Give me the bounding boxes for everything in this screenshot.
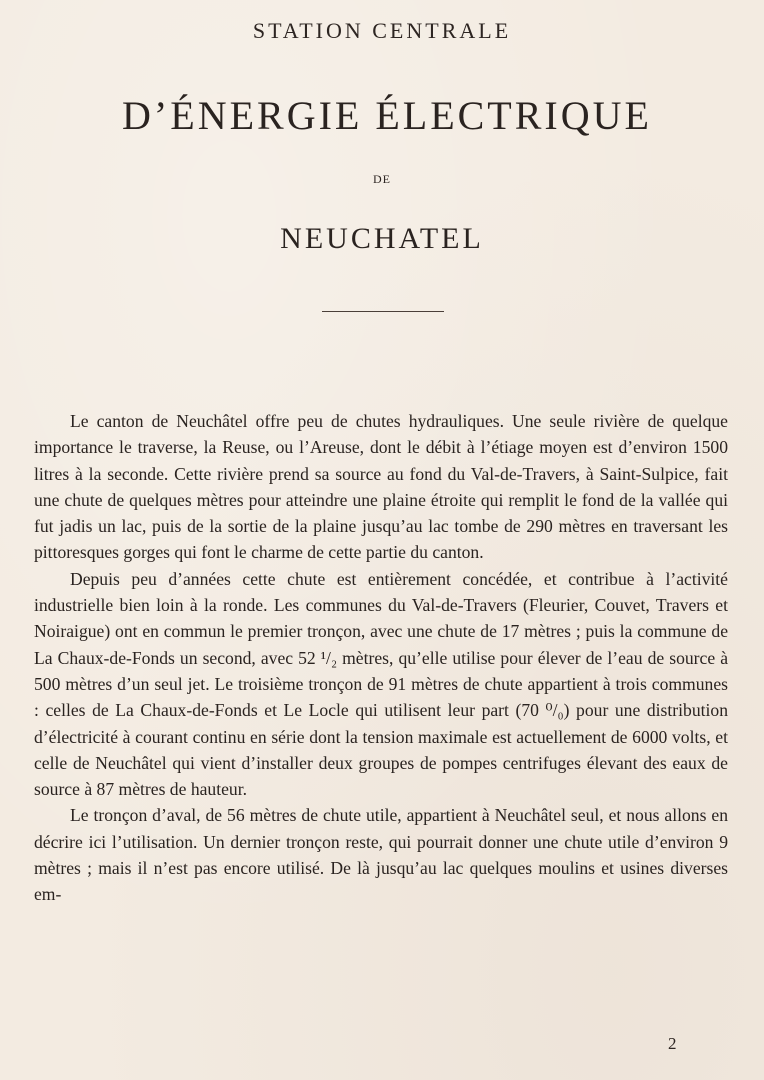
title-line-de: DE <box>373 172 391 186</box>
title-line-neuchatel: NEUCHATEL <box>280 222 484 255</box>
paragraph-2: Depuis peu d’années cette chute est entièrement concédée, et contribue à l’activité industrielle bien loin à la ronde. Les communes du Val-de-Travers (Fleurier, Couvet, Travers et Noiraigue) ont en commun le premier tronçon, avec une chute de 17 mètres ; puis la commune de La Chaux-de-Fonds un second, avec 52 ¹/₂ mètres, qu’elle utilise pour élever de l’eau de source à 500 mètres d’un seul jet. Le troisième tronçon de 91 mètres de chute appartient à trois communes : celles de La Chaux-de-Fonds et Le Locle qui utilisent leur part (70 ⁰/₀) pour une distribution d’électricité à courant continu en série dont la tension maximale est actuellement de 6000 volts, et celle de Neuchâtel qui vient d’installer deux groupes de pompes centrifuges élevant des eaux de source à 87 mètres de hauteur. <box>34 568 728 800</box>
paragraph-1: Le canton de Neuchâtel offre peu de chutes hydrauliques. Une seule rivière de quelque importance le traverse, la Reuse, ou l’Areuse, dont le débit à l’étiage moyen est d’environ 1500 litres à la seconde. Cette rivière prend sa source au fond du Val-de-Travers, à Saint-Sulpice, fait une chute de quelques mètres pour atteindre une plaine étroite qui remplit le fond de la vallée qui fut jadis un lac, puis de la sortie de la plaine jusqu’au lac tombe de 290 mètres en traversant les pittoresques gorges qui font le charme de cette partie du canton. <box>34 411 728 563</box>
paragraph-3: Le tronçon d’aval, de 56 mètres de chute utile, appartient à Neuchâtel seul, et nous allons en décrire ici l’utilisation. Un dernier tronçon reste, qui pourrait donner une chute utile d’environ 9 mètres ; mais il n’est pas encore utilisé. De là jusqu’au lac quelques moulins et usines diverses em- <box>34 805 728 905</box>
title-divider <box>322 311 444 312</box>
title-line-station-centrale: STATION CENTRALE <box>252 18 512 43</box>
title-line-energie-electrique: D’ÉNERGIE ÉLECTRIQUE <box>122 93 652 138</box>
page-number: 2 <box>668 1034 677 1053</box>
body-text <box>34 408 728 908</box>
